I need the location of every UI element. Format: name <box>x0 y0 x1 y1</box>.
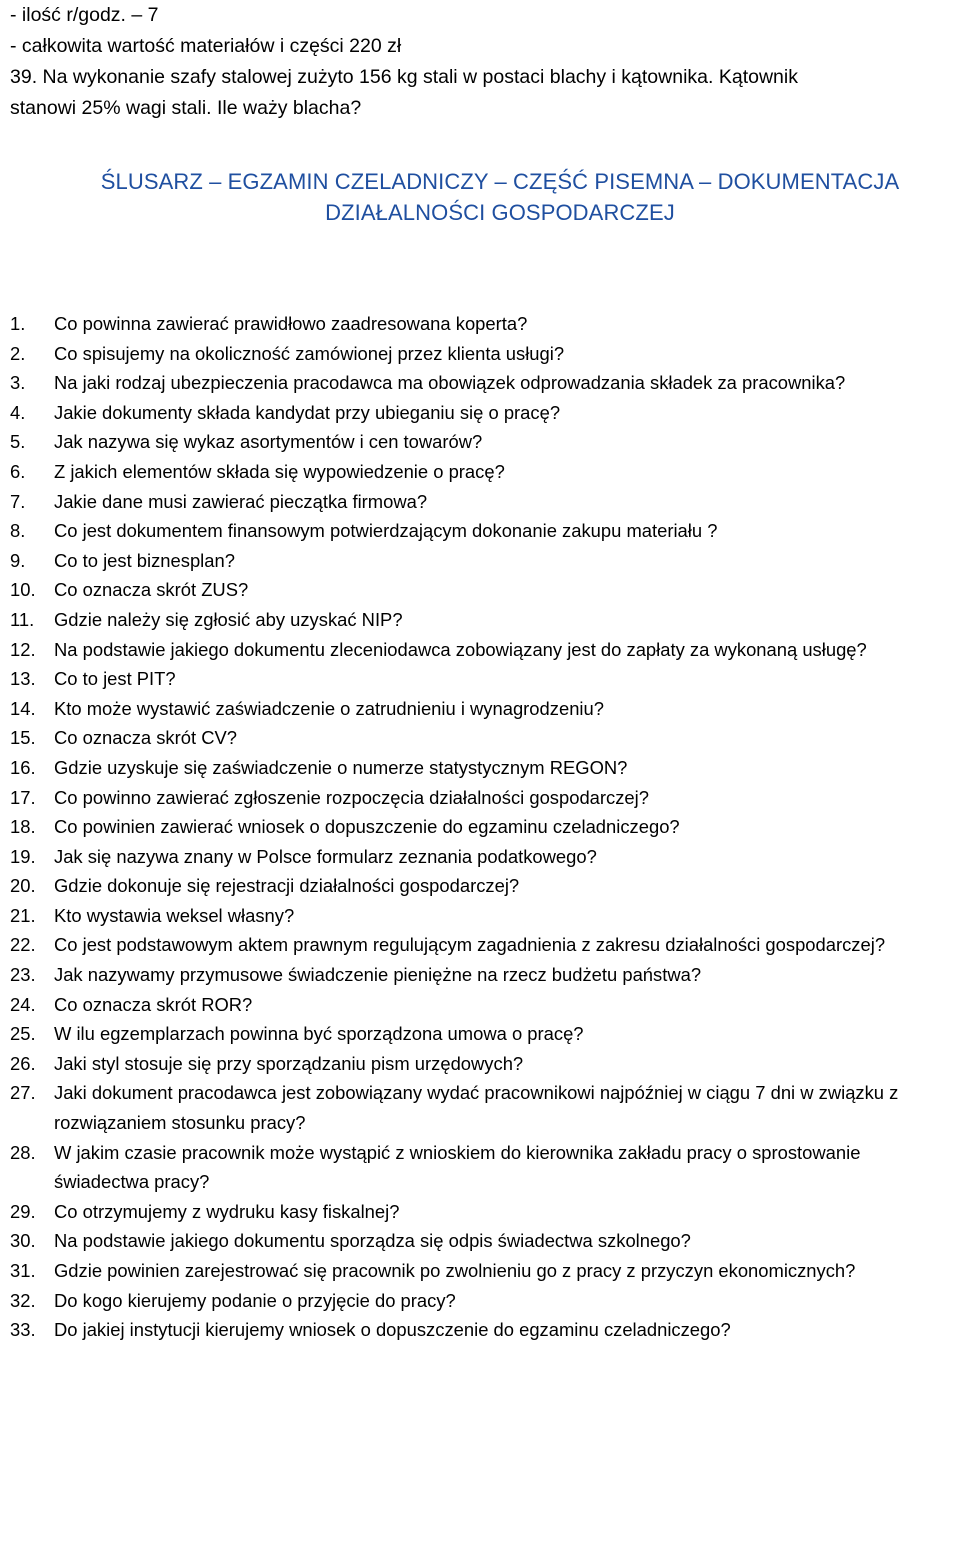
question-number: 17. <box>10 786 36 808</box>
question-item <box>10 812 955 842</box>
question-item <box>10 783 955 813</box>
question-item <box>10 575 955 605</box>
question-text: Co to jest biznesplan? <box>54 549 235 571</box>
question-text: Co spisujemy na okoliczność zamówionej przez klienta usługi? <box>54 342 565 364</box>
section-heading <box>40 166 960 228</box>
question-item <box>10 635 955 665</box>
question-number: 29. <box>10 1200 36 1222</box>
question-text: Co powinien zawierać wniosek o dopuszczenie do egzaminu czeladniczego? <box>54 816 680 838</box>
question-text: Na jaki rodzaj ubezpieczenia pracodawca ma obowiązek odprowadzania składek za pracownika? <box>54 372 846 394</box>
question-item <box>10 398 955 428</box>
question-number: 13. <box>10 668 36 690</box>
question-number: 8. <box>10 520 26 542</box>
question-number: 11. <box>10 608 35 630</box>
question-number: 28. <box>10 1141 36 1163</box>
text-line: - ilość r/godz. – 7 <box>10 4 159 26</box>
question-text: Co to jest PIT? <box>54 668 176 690</box>
text-line: - całkowita wartość materiałów i części 220 zł <box>10 35 402 57</box>
question-number: 19. <box>10 845 36 867</box>
question-number: 3. <box>10 372 26 394</box>
question-item <box>10 694 955 724</box>
question-text: Jaki dokument pracodawca jest zobowiązany wydać pracownikowi najpóźniej w ciągu 7 dni w związku z rozwiązaniem stosunku pracy? <box>54 1082 899 1134</box>
question-item <box>10 871 955 901</box>
question-item <box>10 842 955 872</box>
question-number: 33. <box>10 1319 36 1341</box>
question-item <box>10 487 955 517</box>
question-number: 23. <box>10 964 36 986</box>
question-text: Gdzie powinien zarejestrować się pracownik po zwolnieniu go z pracy z przyczyn ekonomicznych? <box>54 1260 856 1281</box>
question-number: 2. <box>10 342 26 364</box>
question-item <box>10 1049 955 1079</box>
question-number: 15. <box>10 727 36 749</box>
question-item <box>10 990 955 1020</box>
question-text: Co oznacza skrót ROR? <box>54 993 253 1015</box>
question-item <box>10 457 955 487</box>
question-text: Co otrzymujemy z wydruku kasy fiskalnej? <box>54 1200 400 1222</box>
question-item <box>10 930 955 960</box>
question-number: 9. <box>10 549 26 571</box>
question-number: 16. <box>10 756 36 778</box>
question-item <box>10 1197 955 1227</box>
question-item <box>10 753 955 783</box>
question-item <box>10 309 955 339</box>
question-number: 1. <box>10 313 26 334</box>
question-number: 4. <box>10 401 26 423</box>
question-text: Do kogo kierujemy podanie o przyjęcie do pracy? <box>54 1289 456 1311</box>
question-number: 32. <box>10 1289 36 1311</box>
question-text: Co jest dokumentem finansowym potwierdzającym dokonanie zakupu materiału ? <box>54 520 718 542</box>
question-item <box>10 605 955 635</box>
question-text: Kto wystawia weksel własny? <box>54 904 295 926</box>
question-item <box>10 516 955 546</box>
heading-line: ŚLUSARZ – EGZAMIN CZELADNICZY – CZĘŚĆ PISEMNA – DOKUMENTACJA <box>100 169 900 194</box>
question-text: W ilu egzemplarzach powinna być sporządzona umowa o pracę? <box>54 1023 584 1045</box>
question-text: Co oznacza skrót ZUS? <box>54 579 249 601</box>
question-item <box>10 339 955 369</box>
question-text: Jakie dane musi zawierać pieczątka firmowa? <box>54 490 428 512</box>
question-item <box>10 427 955 457</box>
question-number: 5. <box>10 431 26 453</box>
question-item <box>10 723 955 753</box>
question-text: Kto może wystawić zaświadczenie o zatrudnieniu i wynagrodzeniu? <box>54 697 604 719</box>
question-text: Jak nazywa się wykaz asortymentów i cen towarów? <box>54 431 483 453</box>
question-text: Gdzie uzyskuje się zaświadczenie o numerze statystycznym REGON? <box>54 756 628 778</box>
question-number: 24. <box>10 993 36 1015</box>
question-text: Co jest podstawowym aktem prawnym regulującym zagadnienia z zakresu działalności gospodarczej? <box>54 934 886 956</box>
text-line: 39. Na wykonanie szafy stalowej zużyto 156 kg stali w postaci blachy i kątownika. Kątownik <box>10 66 798 88</box>
question-item <box>10 1256 955 1286</box>
question-text: Do jakiej instytucji kierujemy wniosek o dopuszczenie do egzaminu czeladniczego? <box>54 1319 731 1341</box>
question-item <box>10 1286 955 1316</box>
question-item <box>10 1315 955 1345</box>
question-text: Co powinna zawierać prawidłowo zaadresowana koperta? <box>54 313 528 334</box>
question-item <box>10 1019 955 1049</box>
question-item <box>10 1226 955 1256</box>
question-item <box>10 368 955 398</box>
question-item <box>10 901 955 931</box>
question-number: 18. <box>10 816 36 838</box>
question-text: Na podstawie jakiego dokumentu zleceniodawca zobowiązany jest do zapłaty za wykonaną usługę? <box>54 638 867 660</box>
question-number: 20. <box>10 875 36 897</box>
question-number: 6. <box>10 460 26 482</box>
question-text: Jak się nazywa znany w Polsce formularz zeznania podatkowego? <box>54 845 597 867</box>
question-text: Gdzie dokonuje się rejestracji działalności gospodarczej? <box>54 875 520 897</box>
question-number: 31. <box>10 1260 36 1281</box>
question-text: W jakim czasie pracownik może wystąpić z wnioskiem do kierownika zakładu pracy o sprostowanie świadectwa pracy? <box>54 1141 861 1193</box>
question-text: Jaki styl stosuje się przy sporządzaniu pism urzędowych? <box>54 1052 524 1074</box>
question-number: 7. <box>10 490 26 512</box>
heading-line: DZIAŁALNOŚCI GOSPODARCZEJ <box>325 200 675 225</box>
text-line: stanowi 25% wagi stali. Ile waży blacha? <box>10 97 362 119</box>
question-text: Z jakich elementów składa się wypowiedzenie o pracę? <box>54 460 505 482</box>
question-number: 26. <box>10 1052 36 1074</box>
question-text: Gdzie należy się zgłosić aby uzyskać NIP? <box>54 608 403 630</box>
question-item <box>10 664 955 694</box>
question-text: Na podstawie jakiego dokumentu sporządza się odpis świadectwa szkolnego? <box>54 1230 691 1252</box>
question-text: Jakie dokumenty składa kandydat przy ubieganiu się o pracę? <box>54 401 561 423</box>
question-text: Co powinno zawierać zgłoszenie rozpoczęcia działalności gospodarczej? <box>54 786 649 808</box>
question-text: Jak nazywamy przymusowe świadczenie pieniężne na rzecz budżetu państwa? <box>54 964 702 986</box>
question-item <box>10 960 955 990</box>
question-item <box>10 1138 955 1197</box>
question-number: 14. <box>10 697 36 719</box>
question-number: 12. <box>10 638 36 660</box>
question-text: Co oznacza skrót CV? <box>54 727 237 749</box>
question-number: 27. <box>10 1082 36 1104</box>
question-number: 25. <box>10 1023 36 1045</box>
question-number: 22. <box>10 934 36 956</box>
question-item <box>10 546 955 576</box>
question-number: 10. <box>10 579 36 601</box>
previous-section-fragment <box>10 0 950 124</box>
question-number: 30. <box>10 1230 36 1252</box>
question-item <box>10 1078 955 1137</box>
question-list <box>10 309 955 1345</box>
question-number: 21. <box>10 904 36 926</box>
